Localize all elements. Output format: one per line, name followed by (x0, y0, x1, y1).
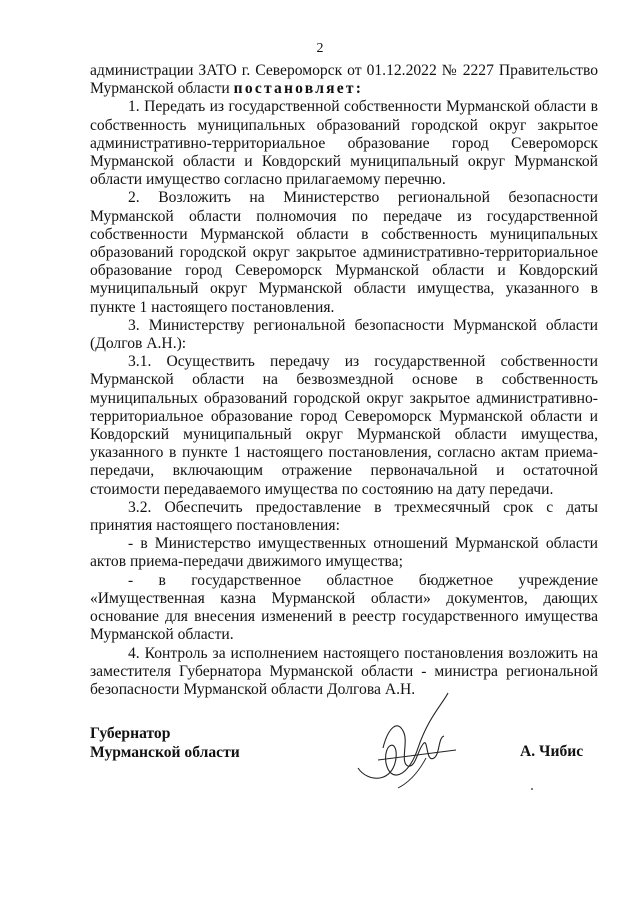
list-item-ministry: - в Министерство имущественных отношений Мурманской области актов приема-передачи движимого имущества; (90, 535, 598, 571)
decree-word: постановляет: (233, 80, 364, 98)
scan-dot (531, 788, 533, 790)
document-body (90, 62, 598, 699)
signatory-title (90, 724, 240, 762)
list-item-treasury: - в государственное областное бюджетное учреждение «Имущественная казна Мурманской области» документов, дающих основание для внесения изменений в реестр государственного имущества Мурманской области. (90, 571, 598, 644)
paragraph-1: 1. Передать из государственной собственности Мурманской области в собственность муниципальных образований городской округ закрытое административно-территориальное образование город Североморск Мурманской области и Ковдорский муниципальный округ Мурманской области имущество согласно прилагаемому перечню. (90, 98, 598, 189)
intro-text: администрации ЗАТО г. Североморск от 01.12.2022 № 2227 Правительство Мурманской области (90, 62, 598, 98)
paragraph-3-1: 3.1. Осуществить передачу из государственной собственности Мурманской области на безвозмездной основе в собственность муниципальных образований городской округ закрытое административно-территориальное образование город Североморск Мурманской области и Ковдорский муниципальный округ Мурманской области имущества, указанного в пункте 1 настоящего постановления, согласно актам приема-передачи, включающим отражение первоначальной и остаточной стоимости передаваемого имущества по состоянию на дату передачи. (90, 353, 598, 498)
paragraph-3-2: 3.2. Обеспечить предоставление в трехмесячный срок с даты принятия настоящего постановления: (90, 498, 598, 535)
intro-paragraph (90, 62, 598, 98)
page-number: 2 (316, 41, 324, 56)
paragraph-2: 2. Возложить на Министерство региональной безопасности Мурманской области полномочия по передаче из государственной собственности Мурманской области в собственность муниципальных образований городской округ закрытое административно-территориальное образование город Североморск Мурманской области и Ковдорский муниципальный округ Мурманской области имущества, указанного в пункте 1 настоящего постановления. (90, 189, 598, 316)
signatory-title-line1: Губернатор (90, 725, 171, 742)
handwritten-signature (338, 688, 468, 798)
paragraph-3: 3. Министерству региональной безопасности Мурманской области (Долгов А.Н.): (90, 316, 598, 353)
paragraph-4: 4. Контроль за исполнением настоящего постановления возложить на заместителя Губернатора Мурманской области - министра региональной безопасности Мурманской области Долгова А.Н. (90, 644, 598, 698)
signatory-title-line2: Мурманской области (90, 744, 240, 761)
signatory-name: А. Чибис (520, 743, 584, 760)
